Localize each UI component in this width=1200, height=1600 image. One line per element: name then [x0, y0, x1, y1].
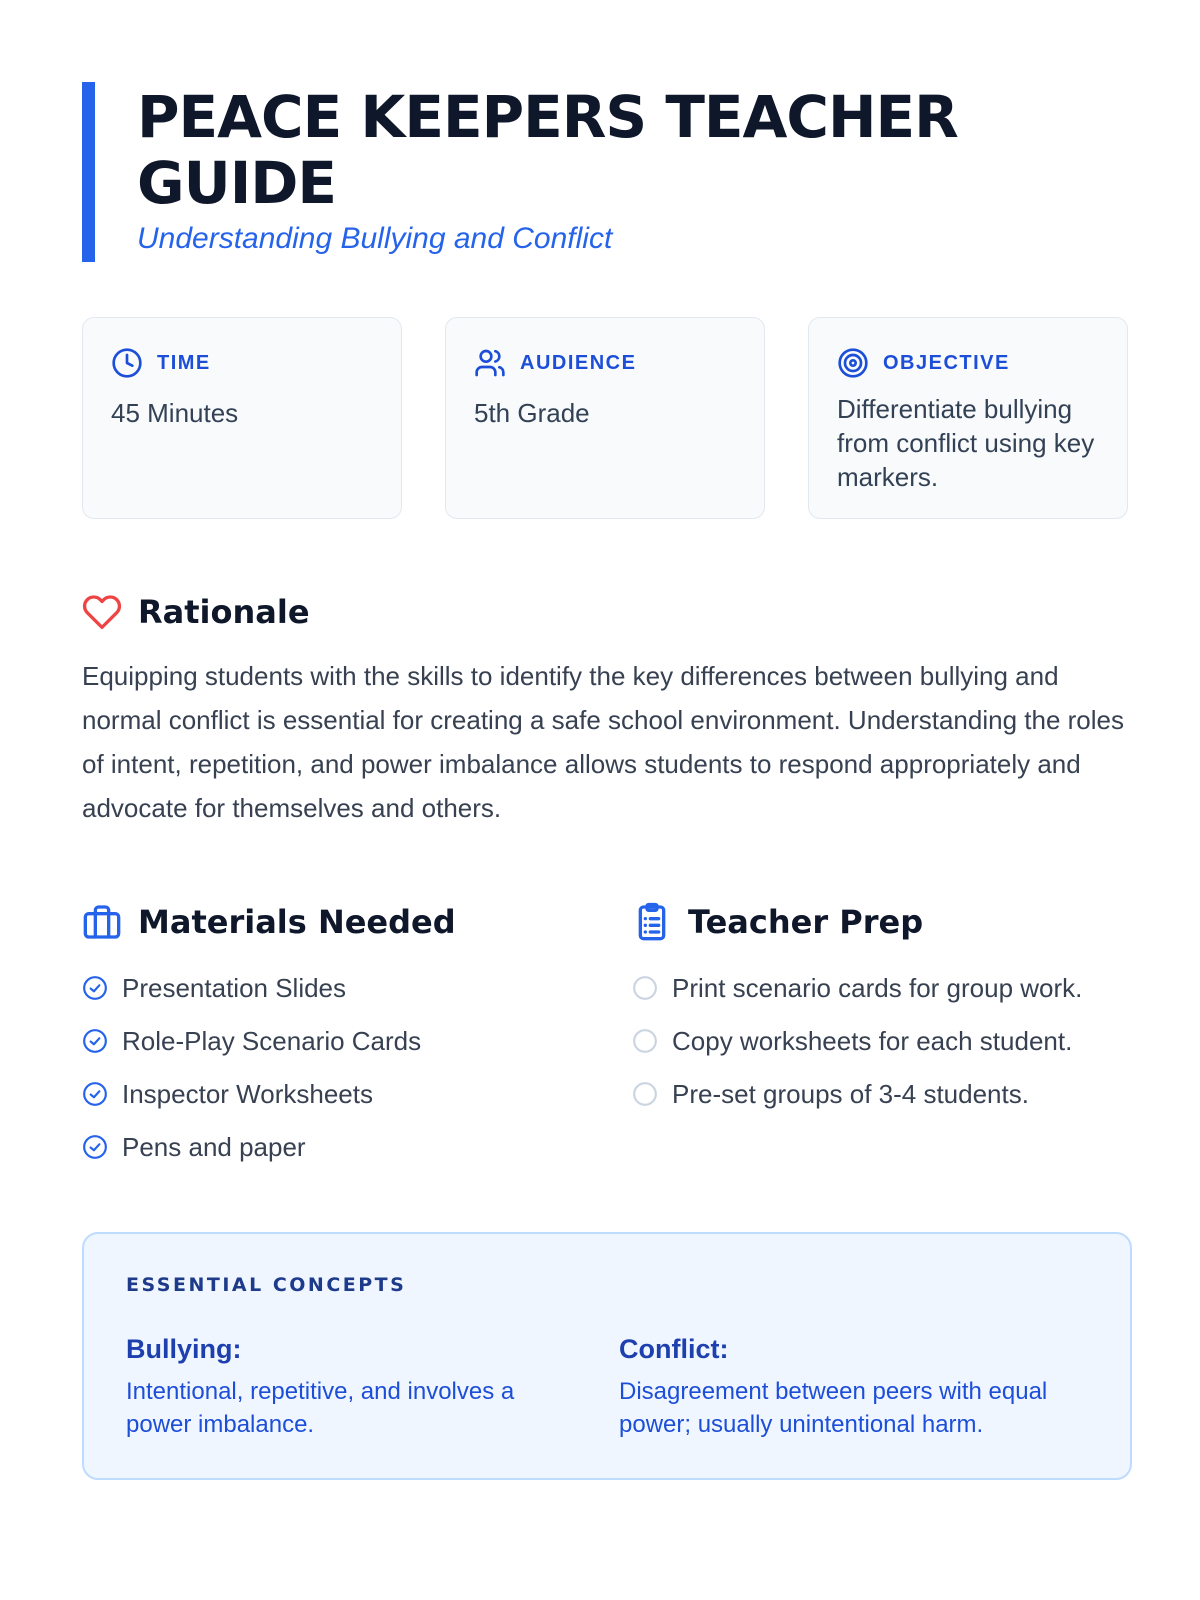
objective-label: OBJECTIVE [883, 351, 1010, 374]
header-accent-bar [82, 82, 95, 262]
list-item[interactable] [632, 968, 1132, 1008]
concept-definition: Disagreement between peers with equal power; usually unintentional harm. [619, 1378, 1048, 1438]
essential-concepts-label: ESSENTIAL CONCEPTS [126, 1274, 407, 1296]
material-item-label: Pens and paper [122, 1132, 306, 1162]
time-label: TIME [157, 351, 211, 374]
essential-concepts-box [82, 1232, 1132, 1480]
empty-checkbox-icon[interactable] [632, 1081, 658, 1107]
prep-item-label: Print scenario cards for group work. [672, 973, 1083, 1003]
teacher-prep-list [632, 968, 1132, 1114]
material-item-label: Presentation Slides [122, 973, 347, 1003]
briefcase-icon [82, 902, 122, 942]
empty-checkbox-icon[interactable] [632, 1028, 658, 1054]
check-circle-icon [82, 1028, 108, 1054]
time-card [82, 317, 402, 519]
teacher-prep-title: Teacher Prep [688, 903, 924, 941]
audience-label: AUDIENCE [520, 351, 637, 374]
users-icon [474, 347, 506, 379]
rationale-text: Equipping students with the skills to identify the key differences between bullying and normal conflict is essential for creating a safe school environment. Understanding the roles of intent, repetition, and power imbalance allows students to respond appropriately and advocate for themselves and others. [82, 661, 1124, 823]
page-header [82, 82, 1132, 262]
prep-item-label: Pre-set groups of 3-4 students. [672, 1079, 1029, 1109]
teacher-guide-page [82, 82, 1132, 1438]
check-circle-icon [82, 1081, 108, 1107]
list-item [82, 1127, 582, 1167]
clock-icon [111, 347, 143, 379]
list-item [82, 968, 582, 1008]
list-item [82, 1074, 582, 1114]
materials-title: Materials Needed [138, 903, 456, 941]
info-cards [82, 317, 1132, 521]
page-subtitle: Understanding Bullying and Conflict [137, 222, 613, 255]
concept-term: Bullying: [126, 1334, 242, 1364]
material-item-label: Role-Play Scenario Cards [122, 1026, 422, 1056]
list-item[interactable] [632, 1074, 1132, 1114]
clipboard-icon [632, 902, 672, 942]
rationale-title: Rationale [138, 593, 310, 631]
concept-term: Conflict: [619, 1334, 729, 1364]
material-item-label: Inspector Worksheets [122, 1079, 373, 1109]
materials-list [82, 968, 582, 1167]
list-item [82, 1021, 582, 1061]
objective-card [808, 317, 1128, 519]
prep-item-label: Copy worksheets for each student. [672, 1026, 1073, 1056]
concept-definition: Intentional, repetitive, and involves a power imbalance. [126, 1378, 515, 1438]
page-title: PEACE KEEPERS TEACHER GUIDE [137, 83, 958, 217]
objective-value: Differentiate bullying from conflict using key markers. [837, 394, 1095, 492]
time-value: 45 Minutes [111, 398, 239, 428]
teacher-prep-section [632, 902, 1132, 1127]
materials-section [82, 902, 582, 1180]
target-icon [837, 347, 869, 379]
audience-card [445, 317, 765, 519]
concept-conflict [619, 1334, 1049, 1441]
rationale-section [82, 592, 1132, 830]
check-circle-icon [82, 975, 108, 1001]
concept-bullying [126, 1334, 556, 1441]
check-circle-icon [82, 1134, 108, 1160]
list-item[interactable] [632, 1021, 1132, 1061]
empty-checkbox-icon[interactable] [632, 975, 658, 1001]
audience-value: 5th Grade [474, 398, 590, 428]
heart-icon [82, 592, 122, 632]
